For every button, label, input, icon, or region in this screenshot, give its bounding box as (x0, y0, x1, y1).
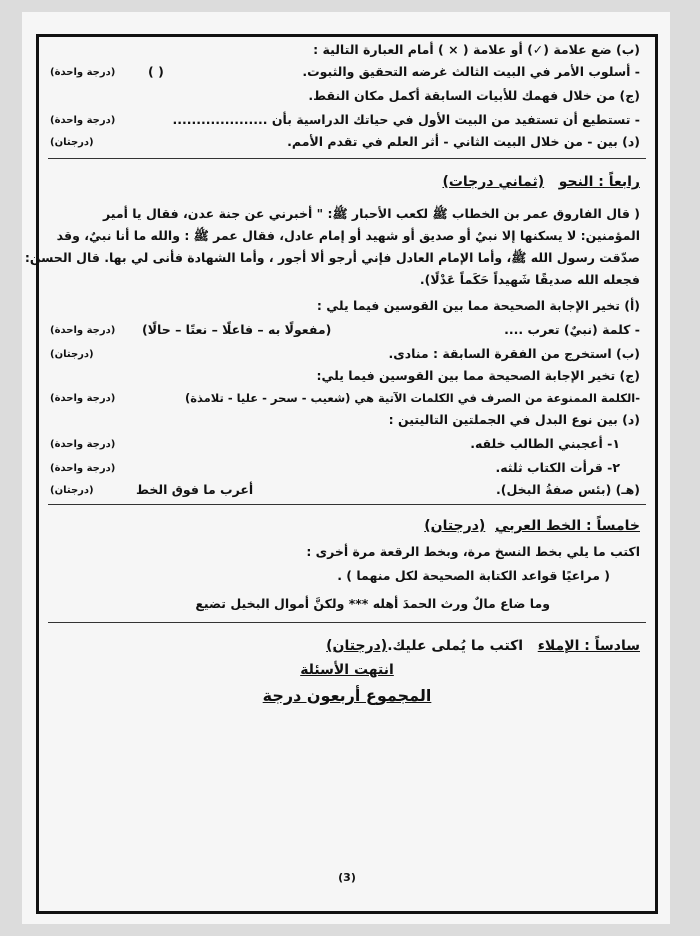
q4-heading (442, 174, 640, 190)
q4-a-options: (مفعولًا به – فاعلًا – نعتًا – حالًا) (142, 322, 332, 337)
q5-title: خامساً : الخط العربي (495, 518, 640, 534)
q4-d-title: (د) بين نوع البدل في الجملتين التاليتين : (388, 412, 640, 427)
q6-instruction: اكتب ما يُملى عليك. (387, 638, 524, 654)
q4-passage-line-2: المؤمنين: لا يسكنها إلا نبيٌ أو صديق أو شهيد أو إمام عادل، فقال عمر ﷺ : والله ما أنا نبيٌ، وقد (56, 228, 640, 243)
q5-verse: وما ضاع مالٌ ورث الحمدَ أهله *** ولكنَّ أموال البخيل تضيع (195, 596, 550, 611)
q4-a-title: (أ) تخير الإجابة الصحيحة مما بين القوسين فيما يلي : (316, 298, 640, 313)
q4-passage-line-3: صدّقت رسول الله ﷺ، وأما الإمام العادل فإني أرجو ألا أجور ، وأما الشهادة فأنى لي بها. قال الحسن: (24, 250, 640, 265)
q4-a-grade: (درجة واحدة) (50, 325, 116, 336)
q4-passage-line-4: فجعله الله صديقًا شَهيداً حَكَماً عَدْلًا). (419, 272, 640, 287)
divider-line (48, 622, 646, 623)
section-b-title: (ب) ضع علامة (✓) أو علامة ( × ) أمام العبارة التالية : (313, 42, 640, 57)
section-b-answer-parens: ( ) (148, 64, 164, 79)
q4-d-1-grade: (درجة واحدة) (50, 439, 116, 450)
q4-b-line: (ب) استخرج من الفقرة السابقة : منادى. (388, 346, 640, 361)
q4-c-grade: (درجة واحدة) (50, 393, 116, 404)
q4-e-line: (هـ) (بئس صفةُ البخل). (496, 482, 640, 497)
section-b-statement: - أسلوب الأمر في البيت الثالث غرضه التحقيق والثبوت. (302, 64, 640, 79)
q5-heading (424, 518, 640, 534)
q4-c-title: (ج) تخير الإجابة الصحيحة مما بين القوسين فيما يلي: (316, 368, 640, 383)
q4-title: رابعاً : النحو (558, 174, 640, 190)
q6-title: سادساً : الإملاء (537, 638, 640, 654)
q4-a-item: - كلمة (نبيٌ) تعرب .... (504, 322, 640, 337)
q4-d-sentence-2: ٢- قرأت الكتاب ثلثه. (495, 460, 620, 475)
section-c-statement: - تستطيع أن تستفيد من البيت الأول في حياتك الدراسية بأن .................... (172, 112, 640, 127)
divider-line (48, 504, 646, 505)
q4-b-grade: (درجتان) (50, 349, 94, 360)
section-d-grade: (درجتان) (50, 137, 94, 148)
section-b-grade: (درجة واحدة) (50, 67, 116, 78)
end-of-questions: انتهت الأسئلة (300, 662, 394, 678)
divider-line (48, 158, 646, 159)
q4-e-grade: (درجتان) (50, 485, 94, 496)
q4-passage-line-1: ( قال الفاروق عمر بن الخطاب ﷺ لكعب الأحبار ﷺ: " أخبرني عن جنة عدن، فقال يا أمير (102, 206, 640, 221)
q4-c-item: -الكلمة الممنوعة من الصرف في الكلمات الآتية هي (شعيب - سحر - عليا - تلامذة) (184, 391, 640, 405)
q4-d-sentence-1: ١- أعجبني الطالب خلقه. (470, 436, 620, 451)
q4-e-instruction: أعرب ما فوق الخط (136, 482, 254, 497)
q5-instruction-2: ( مراعيًا قواعد الكتابة الصحيحة لكل منهما ) . (337, 568, 610, 583)
total-score: المجموع أربعون درجة (262, 686, 432, 705)
section-d-title: (د) بين - من خلال البيت الثاني - أثر العلم في تقدم الأمم. (287, 134, 640, 149)
section-c-grade: (درجة واحدة) (50, 115, 116, 126)
q5-score: (درجتان) (424, 518, 486, 534)
q5-instruction-1: اكتب ما يلي بخط النسخ مرة، وبخط الرقعة مرة أخرى : (306, 544, 640, 559)
q6-heading (326, 638, 640, 654)
section-c-title: (ج) من خلال فهمك للأبيات السابقة أكمل مكان النقط. (308, 88, 640, 103)
q4-score: (ثماني درجات) (442, 174, 545, 190)
q4-d-2-grade: (درجة واحدة) (50, 463, 116, 474)
page-number: (3) (338, 871, 356, 884)
q6-score: (درجتان) (326, 638, 388, 654)
